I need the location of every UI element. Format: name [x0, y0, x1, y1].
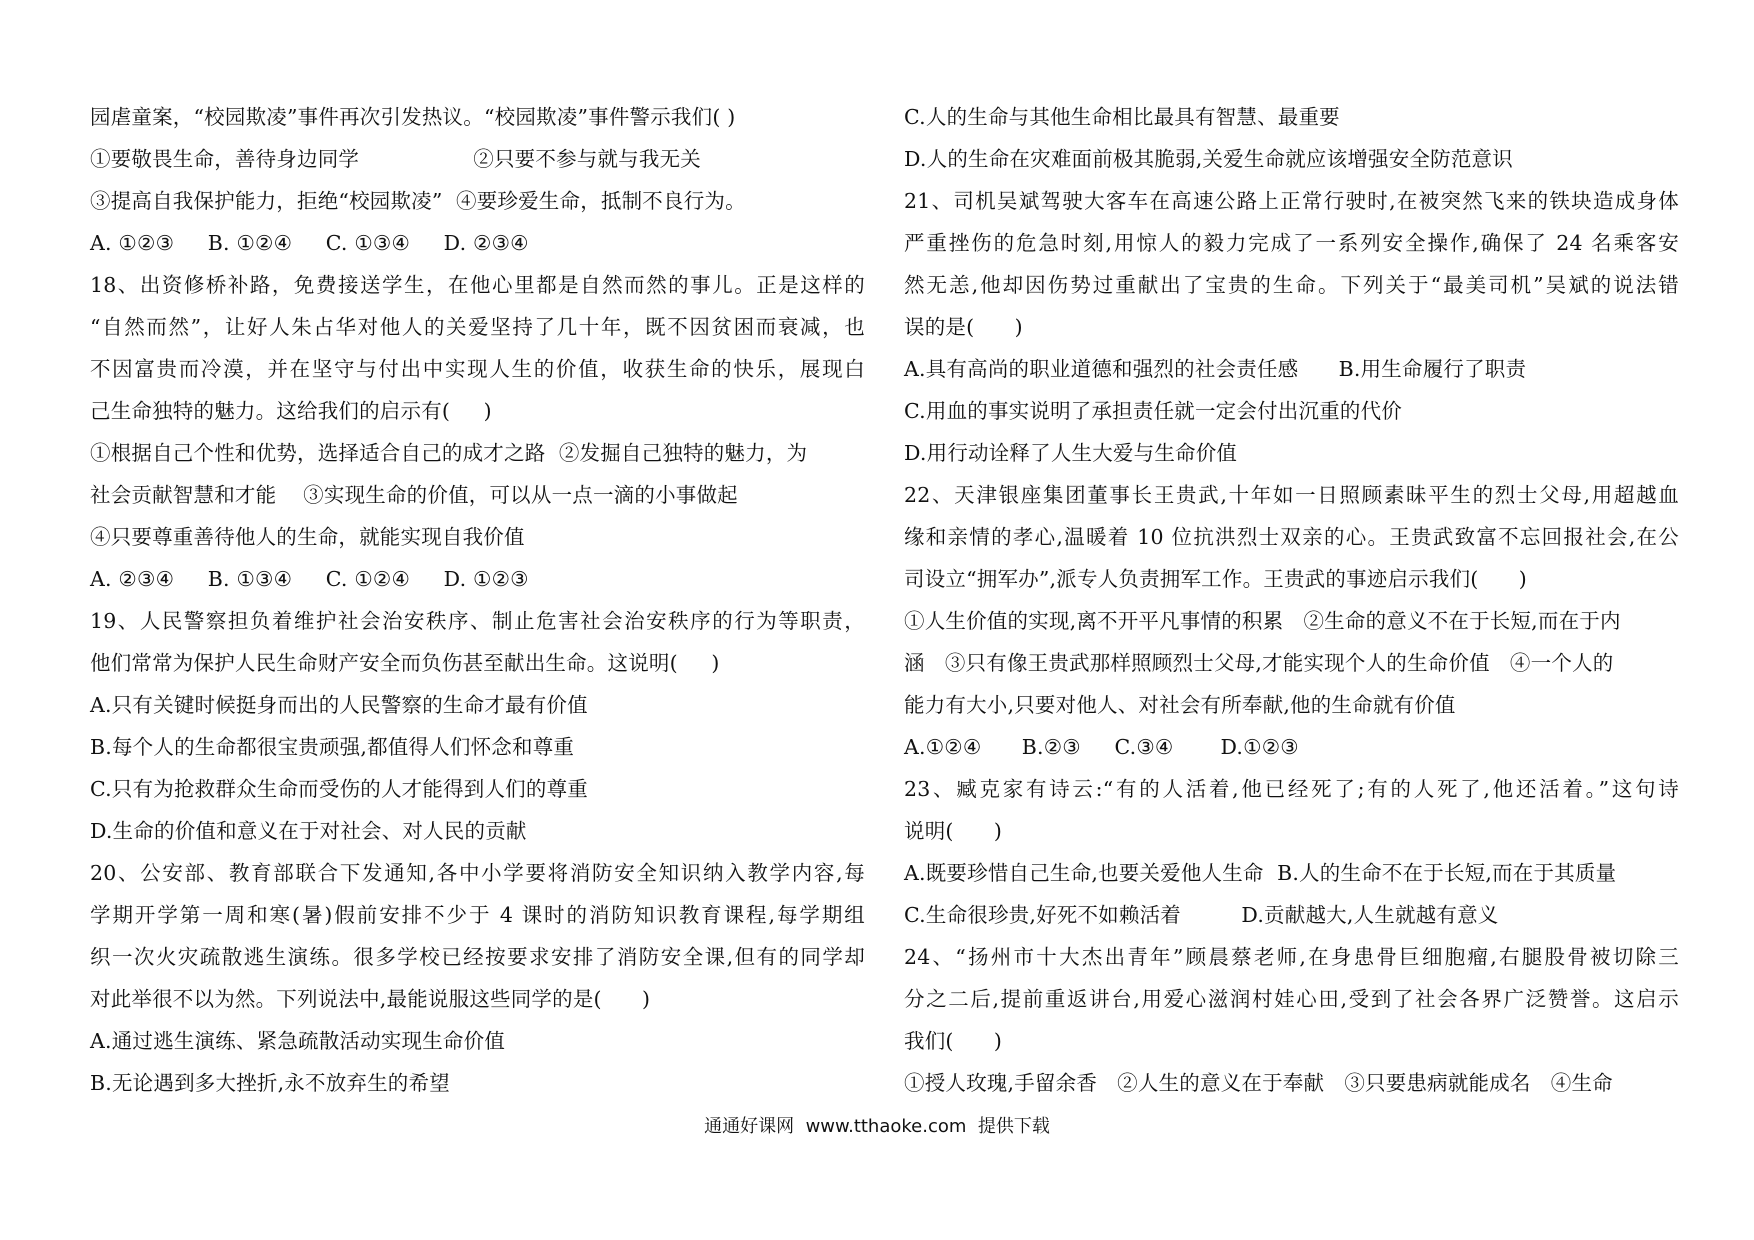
answer-option: A.只有关键时候挺身而出的人民警察的生命才最有价值: [90, 693, 588, 717]
text-line: 严重挫伤的危急时刻,用惊人的毅力完成了一系列安全操作,确保了 24 名乘客安: [904, 231, 1679, 255]
text-line: 不因富贵而冷漠，并在坚守与付出中实现人生的价值，收获生命的快乐，展现白: [90, 357, 865, 381]
text-line: 误的是( ): [904, 315, 1023, 339]
text-line: 然无恙,他却因伤势过重献出了宝贵的生命。下列关于“最美司机”吴斌的说法错: [904, 273, 1679, 297]
text-line: 织一次火灾疏散逃生演练。很多学校已经按要求安排了消防安全课,但有的同学却: [90, 945, 865, 969]
text-line: 涵 ③只有像王贵武那样照顾烈士父母,才能实现个人的生命价值 ④一个人的: [904, 651, 1614, 675]
answer-options-line: A. ①②③ B. ①②④ C. ①③④ D. ②③④: [90, 231, 529, 255]
answer-option: C.用血的事实说明了承担责任就一定会付出沉重的代价: [904, 399, 1402, 423]
text-line: 我们( ): [904, 1029, 1003, 1053]
answer-option: B.每个人的生命都很宝贵顽强,都值得人们怀念和尊重: [90, 735, 575, 759]
text-line: 园虐童案，“校园欺凌”事件再次引发热议。“校园欺凌”事件警示我们( ): [90, 105, 736, 129]
answer-option: C.只有为抢救群众生命而受伤的人才能得到人们的尊重: [90, 777, 588, 801]
text-line: 缘和亲情的孝心,温暖着 10 位抗洪烈士双亲的心。王贵武致富不忘回报社会,在公: [904, 525, 1679, 549]
right-column: [904, 96, 1679, 1104]
left-column: [90, 96, 865, 1104]
text-line: 司设立“拥军办”,派专人负责拥军工作。王贵武的事迹启示我们( ): [904, 567, 1527, 591]
answer-option: C.生命很珍贵,好死不如赖活着 D.贡献越大,人生就越有意义: [904, 903, 1499, 927]
answer-option: A.通过逃生演练、紧急疏散活动实现生命价值: [90, 1029, 506, 1053]
question-23-line: 23、臧克家有诗云:“有的人活着,他已经死了;有的人死了,他还活着。”这句诗: [904, 777, 1679, 801]
question-20-line: 20、公安部、教育部联合下发通知,各中小学要将消防安全知识纳入教学内容,每: [90, 861, 865, 885]
answer-options-line: A.①②④ B.②③ C.③④ D.①②③: [904, 735, 1299, 759]
text-line: 社会贡献智慧和才能 ③实现生命的价值，可以从一点一滴的小事做起: [90, 483, 738, 507]
answer-option: C.人的生命与其他生命相比最具有智慧、最重要: [904, 105, 1340, 129]
answer-option: A.具有高尚的职业道德和强烈的社会责任感 B.用生命履行了职责: [904, 357, 1527, 381]
answer-option: D.生命的价值和意义在于对社会、对人民的贡献: [90, 819, 527, 843]
text-line: ①根据自己个性和优势，选择适合自己的成才之路 ②发掘自己独特的魅力，为: [90, 441, 808, 465]
text-line: 学期开学第一周和寒(暑)假前安排不少于 4 课时的消防知识教育课程,每学期组: [90, 903, 865, 927]
question-19-line: 19、人民警察担负着维护社会治安秩序、制止危害社会治安秩序的行为等职责，: [90, 609, 865, 633]
text-line: 他们常常为保护人民生命财产安全而负伤甚至献出生命。这说明( ): [90, 651, 720, 675]
answer-option: D.用行动诠释了人生大爱与生命价值: [904, 441, 1238, 465]
question-18-line: 18、出资修桥补路，免费接送学生，在他心里都是自然而然的事儿。正是这样的: [90, 273, 865, 297]
answer-option: B.无论遇到多大挫折,永不放弃生的希望: [90, 1071, 450, 1095]
text-line: ①授人玫瑰,手留余香 ②人生的意义在于奉献 ③只要患病就能成名 ④生命: [904, 1071, 1613, 1095]
text-line: 能力有大小,只要对他人、对社会有所奉献,他的生命就有价值: [904, 693, 1456, 717]
text-line: ④只要尊重善待他人的生命，就能实现自我价值: [90, 525, 525, 549]
question-24-line: 24、“扬州市十大杰出青年”顾晨蔡老师,在身患骨巨细胞瘤,右腿股骨被切除三: [904, 945, 1679, 969]
question-22-line: 22、天津银座集团董事长王贵武,十年如一日照顾素昧平生的烈士父母,用超越血: [904, 483, 1679, 507]
text-line: 己生命独特的魅力。这给我们的启示有( ): [90, 399, 492, 423]
text-line: 说明( ): [904, 819, 1003, 843]
text-line: 分之二后,提前重返讲台,用爱心滋润村娃心田,受到了社会各界广泛赞誉。这启示: [904, 987, 1679, 1011]
text-line: ①要敬畏生命，善待身边同学 ②只要不参与就与我无关: [90, 147, 701, 171]
text-line: ①人生价值的实现,离不开平凡事情的积累 ②生命的意义不在于长短,而在于内: [904, 609, 1621, 633]
answer-option: D.人的生命在灾难面前极其脆弱,关爱生命就应该增强安全防范意识: [904, 147, 1513, 171]
page-footer: 通通好课网 www.tthaoke.com 提供下载: [704, 1116, 1050, 1137]
answer-option: A.既要珍惜自己生命,也要关爱他人生命 B.人的生命不在于长短,而在于其质量: [904, 861, 1617, 885]
question-21-line: 21、司机吴斌驾驶大客车在高速公路上正常行驶时,在被突然飞来的铁块造成身体: [904, 189, 1679, 213]
text-line: 对此举很不以为然。下列说法中,最能说服这些同学的是( ): [90, 987, 651, 1011]
answer-options-line: A. ②③④ B. ①③④ C. ①②④ D. ①②③: [90, 567, 529, 591]
text-line: ③提高自我保护能力，拒绝“校园欺凌” ④要珍爱生命，抵制不良行为。: [90, 189, 746, 213]
text-line: “自然而然”，让好人朱占华对他人的关爱坚持了几十年，既不因贫困而衰减，也: [90, 315, 865, 339]
